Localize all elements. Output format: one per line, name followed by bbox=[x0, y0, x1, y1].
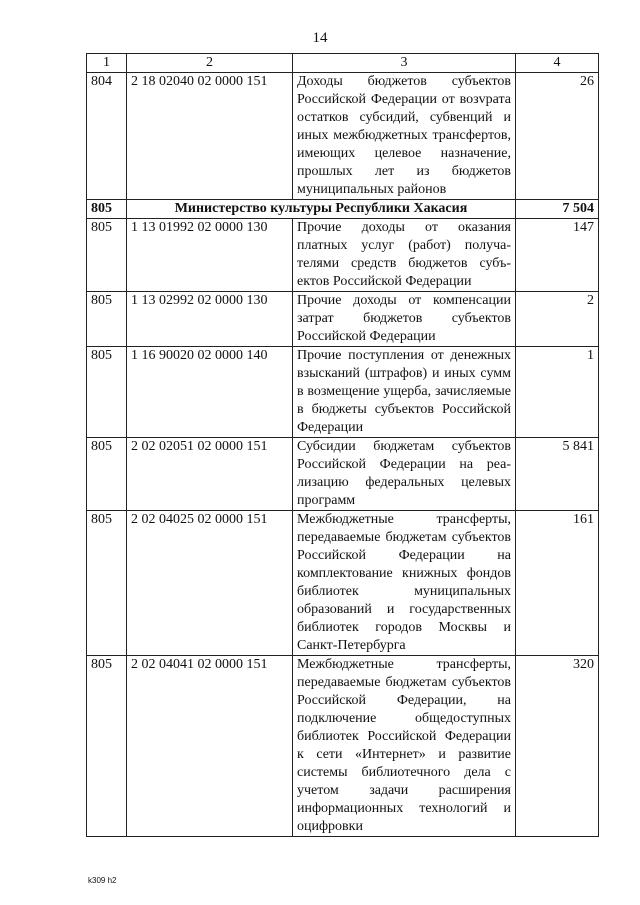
admin-code-cell: 805 bbox=[87, 200, 127, 219]
amount-cell: 5 841 bbox=[516, 438, 599, 511]
revenue-name-cell: Субсидии бюджетам субъектов Российской Федерации на реализацию федеральных целевых программ bbox=[293, 438, 516, 511]
table-row bbox=[87, 438, 599, 511]
table-row bbox=[87, 347, 599, 438]
revenue-name-cell: Прочие доходы от компенсации затрат бюджетов субъектов Российской Федерации bbox=[293, 292, 516, 347]
column-header-3: 3 bbox=[293, 54, 516, 73]
table-row bbox=[87, 73, 599, 200]
table-row bbox=[87, 292, 599, 347]
ministry-row bbox=[87, 200, 599, 219]
admin-code-cell: 805 bbox=[87, 347, 127, 438]
admin-code-cell: 805 bbox=[87, 292, 127, 347]
amount-cell: 147 bbox=[516, 219, 599, 292]
column-header-2: 2 bbox=[127, 54, 293, 73]
amount-cell: 26 bbox=[516, 73, 599, 200]
amount-cell: 320 bbox=[516, 656, 599, 837]
ministry-name-cell: Министерство культуры Республики Хакасия bbox=[127, 200, 516, 219]
table-row bbox=[87, 656, 599, 837]
kbk-code-cell: 1 13 02992 02 0000 130 bbox=[127, 292, 293, 347]
revenue-table bbox=[86, 53, 599, 837]
page-number: 14 bbox=[312, 30, 328, 46]
kbk-code-cell: 1 13 01992 02 0000 130 bbox=[127, 219, 293, 292]
column-header-1: 1 bbox=[87, 54, 127, 73]
table-row bbox=[87, 219, 599, 292]
kbk-code-cell: 2 02 04025 02 0000 151 bbox=[127, 511, 293, 656]
kbk-code-cell: 2 02 02051 02 0000 151 bbox=[127, 438, 293, 511]
revenue-name-cell: Прочие доходы от оказания платных услуг (работ) получателями средств бюджетов субъектов Российской Федерации bbox=[293, 219, 516, 292]
admin-code-cell: 805 bbox=[87, 219, 127, 292]
amount-cell: 7 504 bbox=[516, 200, 599, 219]
amount-cell: 1 bbox=[516, 347, 599, 438]
amount-cell: 2 bbox=[516, 292, 599, 347]
admin-code-cell: 804 bbox=[87, 73, 127, 200]
revenue-name-cell: Межбюджетные трансферты, передаваемые бюджетам субъектов Российской Федерации, на подключение общедоступных библиотек Российской Федерации к сети «Интернет» и развитие системы библиотечного дела с учетом задачи расширения информационных технологий и оцифровки bbox=[293, 656, 516, 837]
admin-code-cell: 805 bbox=[87, 438, 127, 511]
amount-cell: 161 bbox=[516, 511, 599, 656]
admin-code-cell: 805 bbox=[87, 511, 127, 656]
kbk-code-cell: 1 16 90020 02 0000 140 bbox=[127, 347, 293, 438]
admin-code-cell: 805 bbox=[87, 656, 127, 837]
revenue-name-cell: Доходы бюджетов субъектов Российской Федерации от возvрата остатков субсидий, субвенций и иных межбюджетных трансфертов, имеющих целевое назначение, прошлых лет из бюджетов муниципальных районов bbox=[293, 73, 516, 200]
footer-document-code: k309 h2 bbox=[88, 876, 117, 885]
table-header-row bbox=[87, 54, 599, 73]
revenue-name-cell: Межбюджетные трансферты, передаваемые бюджетам субъектов Российской Федерации на комплектование книжных фондов библиотек муниципальных образований и государственных библиотек городов Москвы и Санкт-Петербурга bbox=[293, 511, 516, 656]
kbk-code-cell: 2 18 02040 02 0000 151 bbox=[127, 73, 293, 200]
revenue-name-cell: Прочие поступления от денежных взысканий (штрафов) и иных сумм в возмещение ущерба, зачисляемые в бюджеты субъектов Российской Федерации bbox=[293, 347, 516, 438]
kbk-code-cell: 2 02 04041 02 0000 151 bbox=[127, 656, 293, 837]
table-row bbox=[87, 511, 599, 656]
column-header-4: 4 bbox=[516, 54, 599, 73]
